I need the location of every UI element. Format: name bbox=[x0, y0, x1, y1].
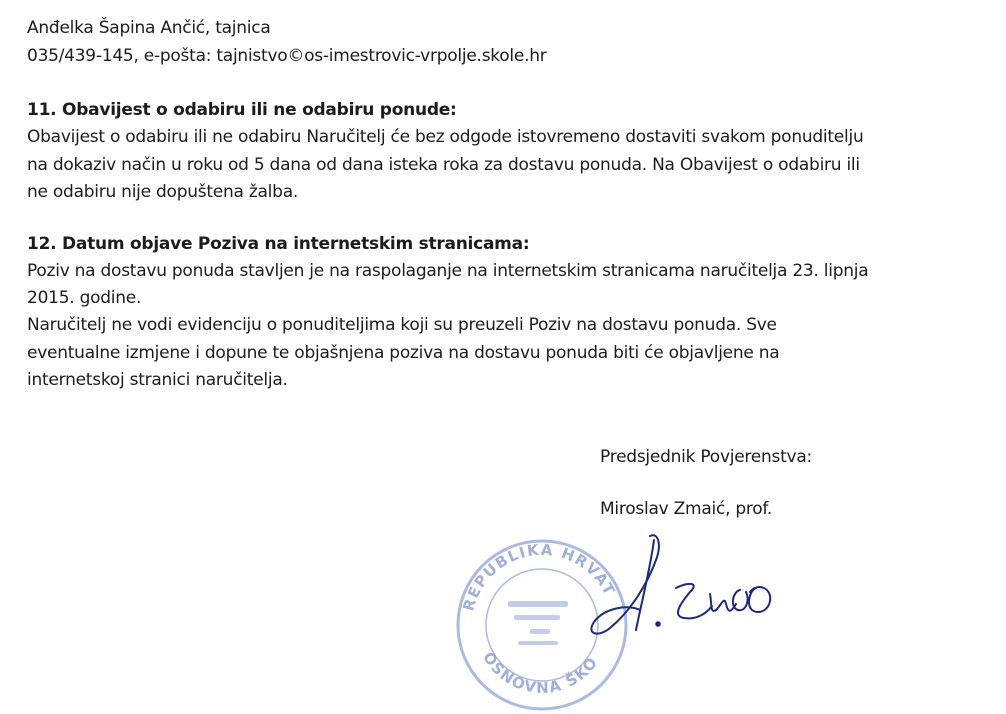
stamp-top-text: REPUBLIKA HRVAT bbox=[459, 540, 619, 613]
section-11-heading: 11. Obavijest o odabiru ili ne odabiru ponude: bbox=[27, 100, 457, 120]
section-12-paragraph-line: Naručitelj ne vodi evidenciju o ponuditeljima koji su preuzeli Poziv na dostavu ponuda. Sve bbox=[27, 315, 777, 335]
section-11-paragraph-line: Obavijest o odabiru ili ne odabiru Naručitelj će bez odgode istovremeno dostaviti svakom ponuditelju bbox=[27, 127, 864, 147]
section-12-paragraph-line: 2015. godine. bbox=[27, 288, 142, 308]
stamp-bottom-text: OSNOVNA ŠKO bbox=[479, 648, 602, 698]
section-12-paragraph-line: Poziv na dostavu ponuda stavljen je na raspolaganje na internetskim stranicama naručitelja 23. lipnja bbox=[27, 261, 869, 281]
section-11-paragraph-line: na dokaziv način u roku od 5 dana od dana isteka roka za dostavu ponuda. Na Obavijest o odabiru ili bbox=[27, 155, 860, 175]
svg-text:OSNOVNA ŠKO bbox=[479, 649, 602, 697]
section-11-paragraph-line: ne odabiru nije dopuštena žalba. bbox=[27, 182, 299, 202]
contact-name-line: Anđelka Šapina Ančić, tajnica bbox=[27, 18, 271, 38]
contact-phone-email-line: 035/439-145, e-pošta: tajnistvo©os-imestrovic-vrpolje.skole.hr bbox=[27, 46, 547, 66]
signatory-title: Predsjednik Povjerenstva: bbox=[600, 447, 813, 467]
signatory-name: Miroslav Zmaić, prof. bbox=[600, 499, 773, 519]
section-12-paragraph-line: internetskoj stranici naručitelja. bbox=[27, 370, 288, 390]
section-12-paragraph-line: eventualne izmjene i dopune te objašnjena poziva na dostavu ponuda biti će objavljene na bbox=[27, 343, 780, 363]
section-12-heading: 12. Datum objave Poziva na internetskim stranicama: bbox=[27, 234, 530, 254]
handwritten-signature-image bbox=[580, 530, 780, 650]
